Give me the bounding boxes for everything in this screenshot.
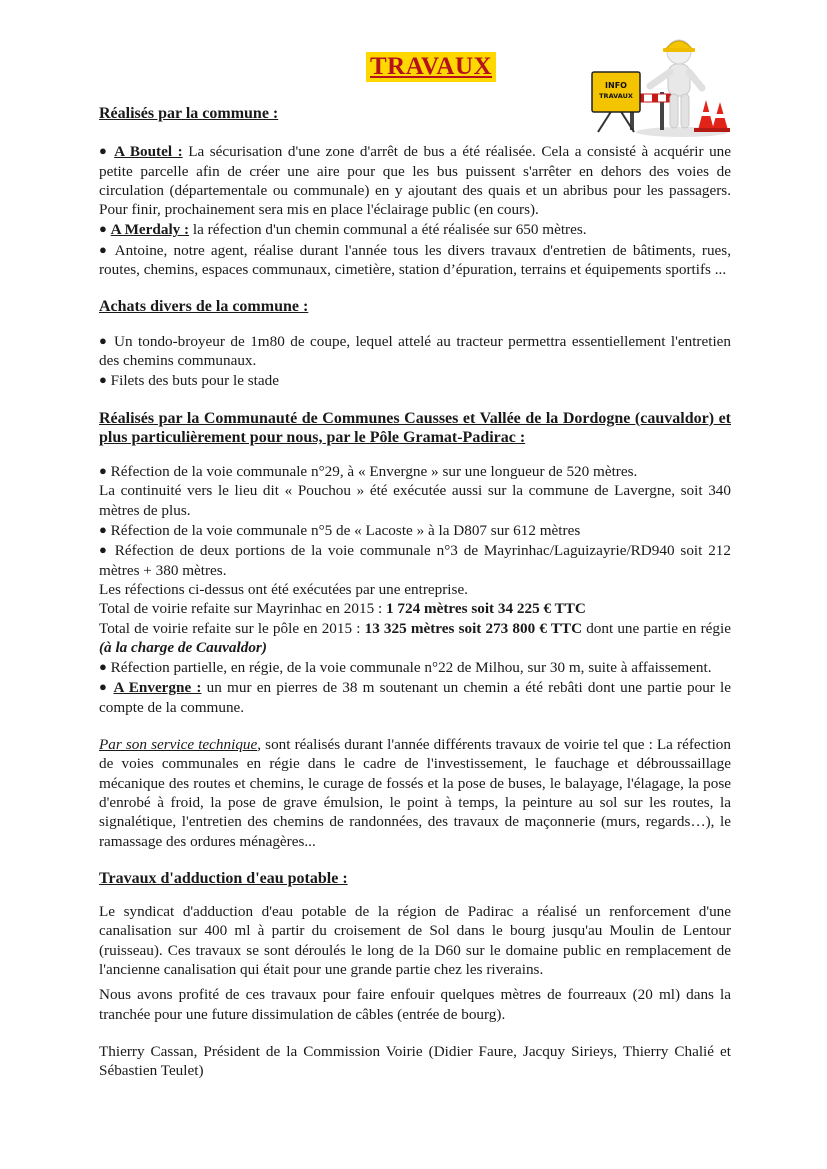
place-label: A Envergne : [113,679,202,697]
total-line [99,599,731,618]
paragraph-text: Réfection de deux portions de la voie communale n°3 de Mayrinhac/Laguizayrie/RD940 soit 212 mètres + 380 mètres. [99,542,731,579]
place-label: A Merdaly : [110,221,190,239]
paragraph-text: Antoine, notre agent, réalise durant l'année tous les divers travaux d'entretien de bâtiments, rues, routes, chemins, espaces communaux, cimetière, station d’épuration, terrains et équipements sportifs ... [99,241,731,279]
sign-text-travaux: TRAVAUX [599,92,633,100]
section-heading: Réalisés par la Communauté de Communes Causses et Vallée de la Dordogne (cauvaldor) et plus particulièrement pour nous, par le Pôle Gramat-Padirac : [99,409,731,446]
hard-hat-brim [663,48,695,52]
paragraph-text: Réfection partielle, en régie, de la voie communale n°22 de Milhou, sur 30 m, suite à affaissement. [106,659,712,677]
paragraph-text: dont une partie en régie [582,619,731,637]
bullet-icon: ● [99,241,110,257]
paragraph: La continuité vers le lieu dit « Pouchou » été exécutée aussi sur la commune de Lavergne, soit 340 mètres de plus. [99,482,731,519]
bullet-icon: ● [99,679,109,695]
paragraph-text: Réfection de la voie communale n°5 de « Lacoste » à la D807 sur 612 mètres [106,522,581,540]
total-label: Total de voirie refaite sur Mayrinhac en 2015 : [99,600,386,618]
paragraph [99,735,731,851]
paragraph-text: un mur en pierres de 38 m soutenant un chemin a été rebâti dont une partie pour le compte de la commune. [99,679,732,716]
list-item-text: Filets des buts pour le stade [106,372,279,390]
paragraph: Nous avons profité de ces travaux pour faire enfouir quelques mètres de fourreaux (20 ml) dans la tranchée pour une future dissimulation de câbles (entrée de bourg). [99,986,731,1023]
paragraph [99,141,731,219]
list-item [99,370,731,390]
section-heading: Travaux d'adduction d'eau potable : [99,869,348,887]
total-value: 13 325 mètres soit 273 800 € TTC [364,619,583,637]
bullet-icon: ● [99,143,109,159]
paragraph [99,657,731,677]
bullet-icon: ● [99,542,109,558]
bullet-icon: ● [99,221,107,237]
paragraph [99,461,731,481]
place-label: A Boutel : [114,143,183,161]
barrier-stripe [652,94,658,102]
bullet-icon: ● [99,372,107,388]
paragraph [99,540,731,580]
italic-note: (à la charge de Cauvaldor) [99,638,267,656]
paragraph [99,520,731,540]
lead-text: Par son service technique [99,736,258,754]
bullet-icon: ● [99,463,107,479]
section-heading: Réalisés par la commune : [99,105,279,122]
total-label: Total de voirie refaite sur le pôle en 2015 : [99,619,365,637]
paragraph [99,240,731,280]
worker-arm [689,72,702,88]
paragraph-text: , sont réalisés durant l'année différents travaux de voirie tel que : La réfection de voies communales en régie dans le cadre de l'investissement, le fauchage et débroussaillage mécanique des routes et chemins, le curage de fossés et la pose de buses, le balayage, l'élagage, la pose d'enrobé à froid, la pose de grave émulsion, le point à temps, la peinture au sol sur les routes, la signalétique, l'entretien des chemins de randonnées, des travaux de maçonnerie (murs, regards…), le ramassage des ordures ménagères... [99,736,731,850]
article-body [99,104,731,1080]
section-heading: Achats divers de la commune : [99,298,309,316]
paragraph-text: Réfection de la voie communale n°29, à « Envergne » sur une longueur de 520 mètres. [106,463,638,481]
paragraph: Le syndicat d'adduction d'eau potable de la région de Padirac a réalisé un renforcement d'une canalisation sur 400 ml à partir du croisement de Sol dans le bourg jusqu'au Moulin de Lentour (ruisseau). Ces travaux se sont déroulés le long de la D60 sur le domaine public en remplacement de l'ancienne canalisation qui était pour une grande partie chez les riverains. [99,903,731,978]
worker-arm [650,72,670,86]
title-container [366,52,496,82]
list-item [99,331,731,371]
bullet-icon: ● [99,659,107,675]
bullet-icon: ● [99,332,109,348]
paragraph [99,677,731,717]
paragraph-text: la réfection d'un chemin communal a été réalisée sur 650 mètres. [189,221,587,239]
bullet-icon: ● [99,522,107,538]
paragraph [99,219,731,239]
list-item-text: Un tondo-broyeur de 1m80 de coupe, lequel attelé au tracteur permettra essentiellement l'entretien des chemins communaux. [99,332,731,369]
total-value: 1 724 mètres soit 34 225 € TTC [385,600,586,618]
signature: Thierry Cassan, Président de la Commission Voirie (Didier Faure, Jacquy Sirieys, Thierry Chalié et Sébastien Teulet) [99,1042,731,1080]
page-title: TRAVAUX [366,52,496,82]
total-line [99,619,731,658]
sign-text-info: INFO [605,81,627,90]
paragraph: Les réfections ci-dessus ont été exécutées par une entreprise. [99,580,468,598]
paragraph-text: La sécurisation d'une zone d'arrêt de bus a été réalisée. Cela a consisté à acquérir une petite parcelle afin de créer une aire pour que les bus puissent s'arrêter en dehors des voies de circulation (départementale ou communale) en y ajoutant des quais et un abribus pour les passagers. Pour finir, prochainement sera mis en place l'éclairage public (en cours). [99,143,732,219]
